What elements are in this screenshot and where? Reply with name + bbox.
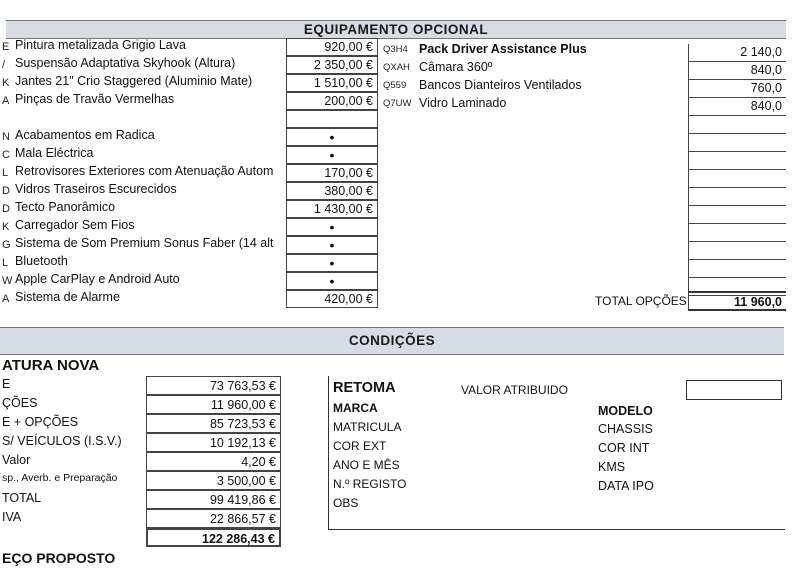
retoma-field-label: ANO E MÊS [333,458,400,472]
empty-price-cell [688,188,786,206]
conditions-header: CONDIÇÕES [348,333,436,348]
option-code: W [2,275,13,287]
preco-proposto-label: EÇO PROPOSTO [2,550,116,566]
pricing-label: Valor [2,453,31,467]
option-label: Pintura metalizada Grigio Lava [15,38,186,52]
option-price-cell: 200,00 € [286,92,378,110]
option-price-cell: • [286,236,378,254]
option-label: Apple CarPlay e Android Auto [15,272,180,286]
pricing-value: 122 286,43 € [146,528,281,547]
retoma-title: RETOMA [333,380,396,396]
option-label: Retrovisores Exteriores com Atenuação Autom [15,164,274,178]
pricing-value: 11 960,00 € [146,395,281,414]
pricing-label: S/ VEÍCULOS (I.S.V.) [2,434,122,448]
valor-atribuido-field[interactable] [686,380,782,400]
option-label: Mala Eléctrica [15,146,94,160]
option-price-cell: 760,0 [688,80,786,98]
option-code: L [2,167,9,179]
option-code: Q7UW [383,98,412,109]
option-code: A [2,95,10,107]
pricing-value: 3 500,00 € [146,471,281,490]
option-label: Sistema de Alarme [15,290,120,304]
pricing-label: E [2,377,11,391]
option-label: Pinças de Travão Vermelhas [15,92,175,106]
retoma-field-label: DATA IPO [598,479,654,493]
option-label: Carregador Sem Fios [15,218,135,232]
option-code: QXAH [383,62,410,73]
retoma-field-label: MATRICULA [333,420,402,434]
option-price-cell: 2 350,00 € [286,56,378,74]
option-code: Q559 [383,80,407,91]
option-label: Acabamentos em Radica [15,128,155,142]
option-price-cell: • [286,218,378,236]
empty-price-cell [688,224,786,242]
option-code: C [2,149,10,161]
option-code: D [2,185,10,197]
retoma-field-label: CHASSIS [598,422,653,436]
option-code: L [2,257,9,269]
option-label: Tecto Panorâmico [15,200,116,214]
pricing-value: 22 866,57 € [146,509,281,528]
option-code: A [2,293,10,305]
option-price-cell: 920,00 € [286,38,378,56]
retoma-field-label: COR EXT [333,439,387,453]
option-code: K [2,77,10,89]
option-price-cell: 840,0 [688,98,786,116]
pricing-label: E + OPÇÕES [2,415,79,429]
option-price-cell: 2 140,0 [688,44,786,62]
empty-price-cell [688,206,786,224]
pricing-label: ÇÕES [2,396,38,410]
total-options-label: TOTAL OPÇÕES [595,294,687,308]
option-price-cell: • [286,272,378,290]
option-label: Jantes 21" Crio Staggered (Aluminio Mate) [15,74,253,88]
option-code: D [2,203,10,215]
empty-price-cell [688,170,786,188]
pricing-value: 85 723,53 € [146,414,281,433]
retoma-field-label: COR INT [598,441,650,455]
option-label: Vidros Traseiros Escurecidos [15,182,177,196]
option-price-cell: • [286,254,378,272]
retoma-field-label: OBS [333,496,359,510]
option-price-cell: 1 430,00 € [286,200,378,218]
empty-price-cell [688,134,786,152]
modelo-label: MODELO [598,404,653,418]
option-price-cell: 170,00 € [286,164,378,182]
option-price-cell: 420,00 € [286,290,378,308]
option-label: Sistema de Som Premium Sonus Faber (14 alt [15,236,274,250]
pricing-label: IVA [2,510,22,524]
option-price-cell: 840,0 [688,62,786,80]
equipment-header: EQUIPAMENTO OPCIONAL [303,22,489,37]
option-price-cell: 1 510,00 € [286,74,378,92]
option-price-cell: • [286,128,378,146]
pricing-label: TOTAL [2,491,42,505]
marca-label: MARCA [333,401,378,415]
option-code: K [2,221,10,233]
viatura-title: ATURA NOVA [2,357,100,374]
pricing-value: 4,20 € [146,452,281,471]
empty-price-cell [688,242,786,260]
option-label: Câmara 360º [419,60,493,74]
empty-price-cell [688,260,786,278]
pricing-value: 73 763,53 € [146,376,281,395]
pricing-value: 10 192,13 € [146,433,281,452]
option-label: Bancos Dianteiros Ventilados [419,78,582,92]
option-price-cell: 380,00 € [286,182,378,200]
retoma-field-label: KMS [598,460,626,474]
total-options-value: 11 960,0 [688,291,786,311]
option-price-cell: • [286,146,378,164]
option-code: Q3H4 [383,44,408,55]
option-label: Vidro Laminado [419,96,507,110]
option-code: N [2,131,10,143]
conditions-header-band [0,327,784,355]
option-label: Bluetooth [15,254,68,268]
valor-atribuido-label: VALOR ATRIBUIDO [461,383,568,397]
option-label: Suspensão Adaptativa Skyhook (Altura) [15,56,236,70]
option-code: G [2,239,11,251]
option-code: E [2,41,10,53]
option-label: Pack Driver Assistance Plus [419,42,587,56]
option-code: / [2,59,6,71]
pricing-label: sp., Averb. e Preparação [2,472,118,484]
empty-price-cell [688,152,786,170]
pricing-value: 99 419,86 € [146,490,281,509]
retoma-field-label: N.º REGISTO [333,477,407,491]
equipment-header-band [6,20,786,39]
option-price-cell [286,110,378,128]
empty-price-cell [688,116,786,134]
